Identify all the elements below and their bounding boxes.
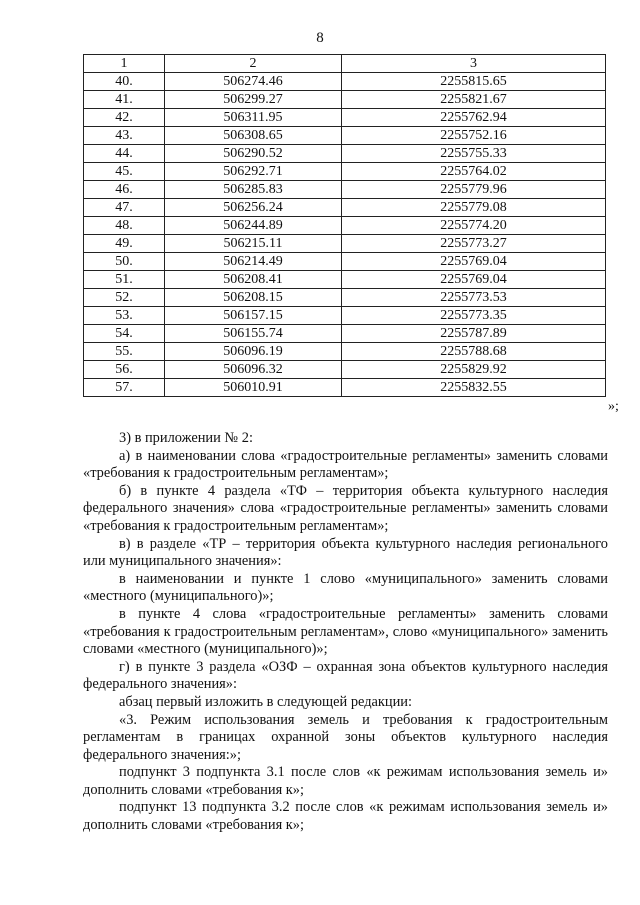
page-number: 8	[316, 30, 324, 46]
cell-x: 506311.95	[165, 109, 342, 127]
table-closing-quote: »;	[608, 399, 619, 414]
cell-y: 2255774.20	[342, 217, 606, 235]
table-row	[84, 343, 606, 361]
table-row	[84, 91, 606, 109]
table-header-row	[84, 55, 606, 73]
cell-x: 506274.46	[165, 73, 342, 91]
cell-number: 56.	[84, 361, 165, 379]
cell-number: 45.	[84, 163, 165, 181]
cell-x: 506157.15	[165, 307, 342, 325]
table-row	[84, 199, 606, 217]
cell-x: 506244.89	[165, 217, 342, 235]
cell-y: 2255779.08	[342, 199, 606, 217]
body-text	[83, 430, 608, 835]
coordinates-table	[83, 54, 606, 397]
paragraph: б) в пункте 4 раздела «ТФ – территория объекта культурного наследия федерального значения» слова «градостроительные регламенты» заменить словами «требования к градостроительным регламентам»;	[83, 482, 608, 534]
table-row	[84, 127, 606, 145]
cell-y: 2255779.96	[342, 181, 606, 199]
cell-x: 506208.15	[165, 289, 342, 307]
cell-x: 506292.71	[165, 163, 342, 181]
cell-number: 54.	[84, 325, 165, 343]
paragraph: подпункт 13 подпункта 3.2 после слов «к режимам использования земель и» дополнить словами «требования к»;	[83, 799, 608, 834]
cell-x: 506096.32	[165, 361, 342, 379]
cell-number: 51.	[84, 271, 165, 289]
cell-number: 57.	[84, 379, 165, 397]
cell-x: 506010.91	[165, 379, 342, 397]
cell-x: 506208.41	[165, 271, 342, 289]
table-row	[84, 271, 606, 289]
cell-number: 42.	[84, 109, 165, 127]
paragraph: в пункте 4 слова «градостроительные регламенты» заменить словами «требования к градостроительным регламентам», слово «муниципального» заменить словами «местного (муниципального)»;	[83, 605, 608, 658]
cell-y: 2255829.92	[342, 361, 606, 379]
table-row	[84, 361, 606, 379]
cell-y: 2255764.02	[342, 163, 606, 181]
cell-x: 506215.11	[165, 235, 342, 253]
paragraph: абзац первый изложить в следующей редакции:	[119, 693, 413, 710]
cell-x: 506290.52	[165, 145, 342, 163]
paragraph: 3) в приложении № 2:	[119, 430, 253, 446]
table-row	[84, 325, 606, 343]
cell-x: 506214.49	[165, 253, 342, 271]
table-row	[84, 109, 606, 127]
table-row	[84, 163, 606, 181]
table-row	[84, 289, 606, 307]
cell-x: 506308.65	[165, 127, 342, 145]
header-cell-y: 3	[342, 55, 606, 73]
cell-y: 2255815.65	[342, 73, 606, 91]
cell-number: 55.	[84, 343, 165, 361]
cell-x: 506299.27	[165, 91, 342, 109]
cell-number: 47.	[84, 199, 165, 217]
cell-number: 49.	[84, 235, 165, 253]
cell-y: 2255769.04	[342, 253, 606, 271]
cell-y: 2255773.35	[342, 307, 606, 325]
cell-number: 41.	[84, 91, 165, 109]
paragraph: в) в разделе «ТР – территория объекта культурного наследия регионального или муниципального значения»:	[83, 535, 608, 570]
paragraph: «3. Режим использования земель и требования к градостроительным регламентам в границах охранной зоны объектов культурного наследия федерального значения:»;	[83, 711, 608, 763]
cell-number: 50.	[84, 253, 165, 271]
header-cell-x: 2	[165, 55, 342, 73]
table-body	[84, 73, 606, 397]
cell-number: 48.	[84, 217, 165, 235]
cell-x: 506285.83	[165, 181, 342, 199]
cell-y: 2255821.67	[342, 91, 606, 109]
cell-y: 2255773.27	[342, 235, 606, 253]
cell-number: 43.	[84, 127, 165, 145]
table-row	[84, 379, 606, 397]
table-row	[84, 181, 606, 199]
table-row	[84, 145, 606, 163]
table-row	[84, 217, 606, 235]
cell-number: 52.	[84, 289, 165, 307]
cell-y: 2255769.04	[342, 271, 606, 289]
cell-x: 506155.74	[165, 325, 342, 343]
cell-y: 2255755.33	[342, 145, 606, 163]
table-row	[84, 235, 606, 253]
table-row	[84, 307, 606, 325]
cell-number: 40.	[84, 73, 165, 91]
cell-y: 2255832.55	[342, 379, 606, 397]
cell-number: 53.	[84, 307, 165, 325]
cell-y: 2255788.68	[342, 343, 606, 361]
cell-y: 2255787.89	[342, 325, 606, 343]
cell-y: 2255752.16	[342, 127, 606, 145]
header-cell-number: 1	[84, 55, 165, 73]
paragraph: а) в наименовании слова «градостроительные регламенты» заменить словами «требования к градостроительным регламентам»;	[83, 447, 608, 482]
table-row	[84, 73, 606, 91]
cell-number: 46.	[84, 181, 165, 199]
table-row	[84, 253, 606, 271]
paragraph: подпункт 3 подпункта 3.1 после слов «к режимам использования земель и» дополнить словами «требования к»;	[83, 764, 608, 798]
paragraph: в наименовании и пункте 1 слово «муниципального» заменить словами «местного (муниципального)»;	[83, 570, 608, 605]
paragraph: г) в пункте 3 раздела «ОЗФ – охранная зона объектов культурного наследия федерального значения»:	[83, 658, 608, 693]
cell-number: 44.	[84, 145, 165, 163]
cell-y: 2255762.94	[342, 109, 606, 127]
cell-x: 506096.19	[165, 343, 342, 361]
cell-x: 506256.24	[165, 199, 342, 217]
cell-y: 2255773.53	[342, 289, 606, 307]
